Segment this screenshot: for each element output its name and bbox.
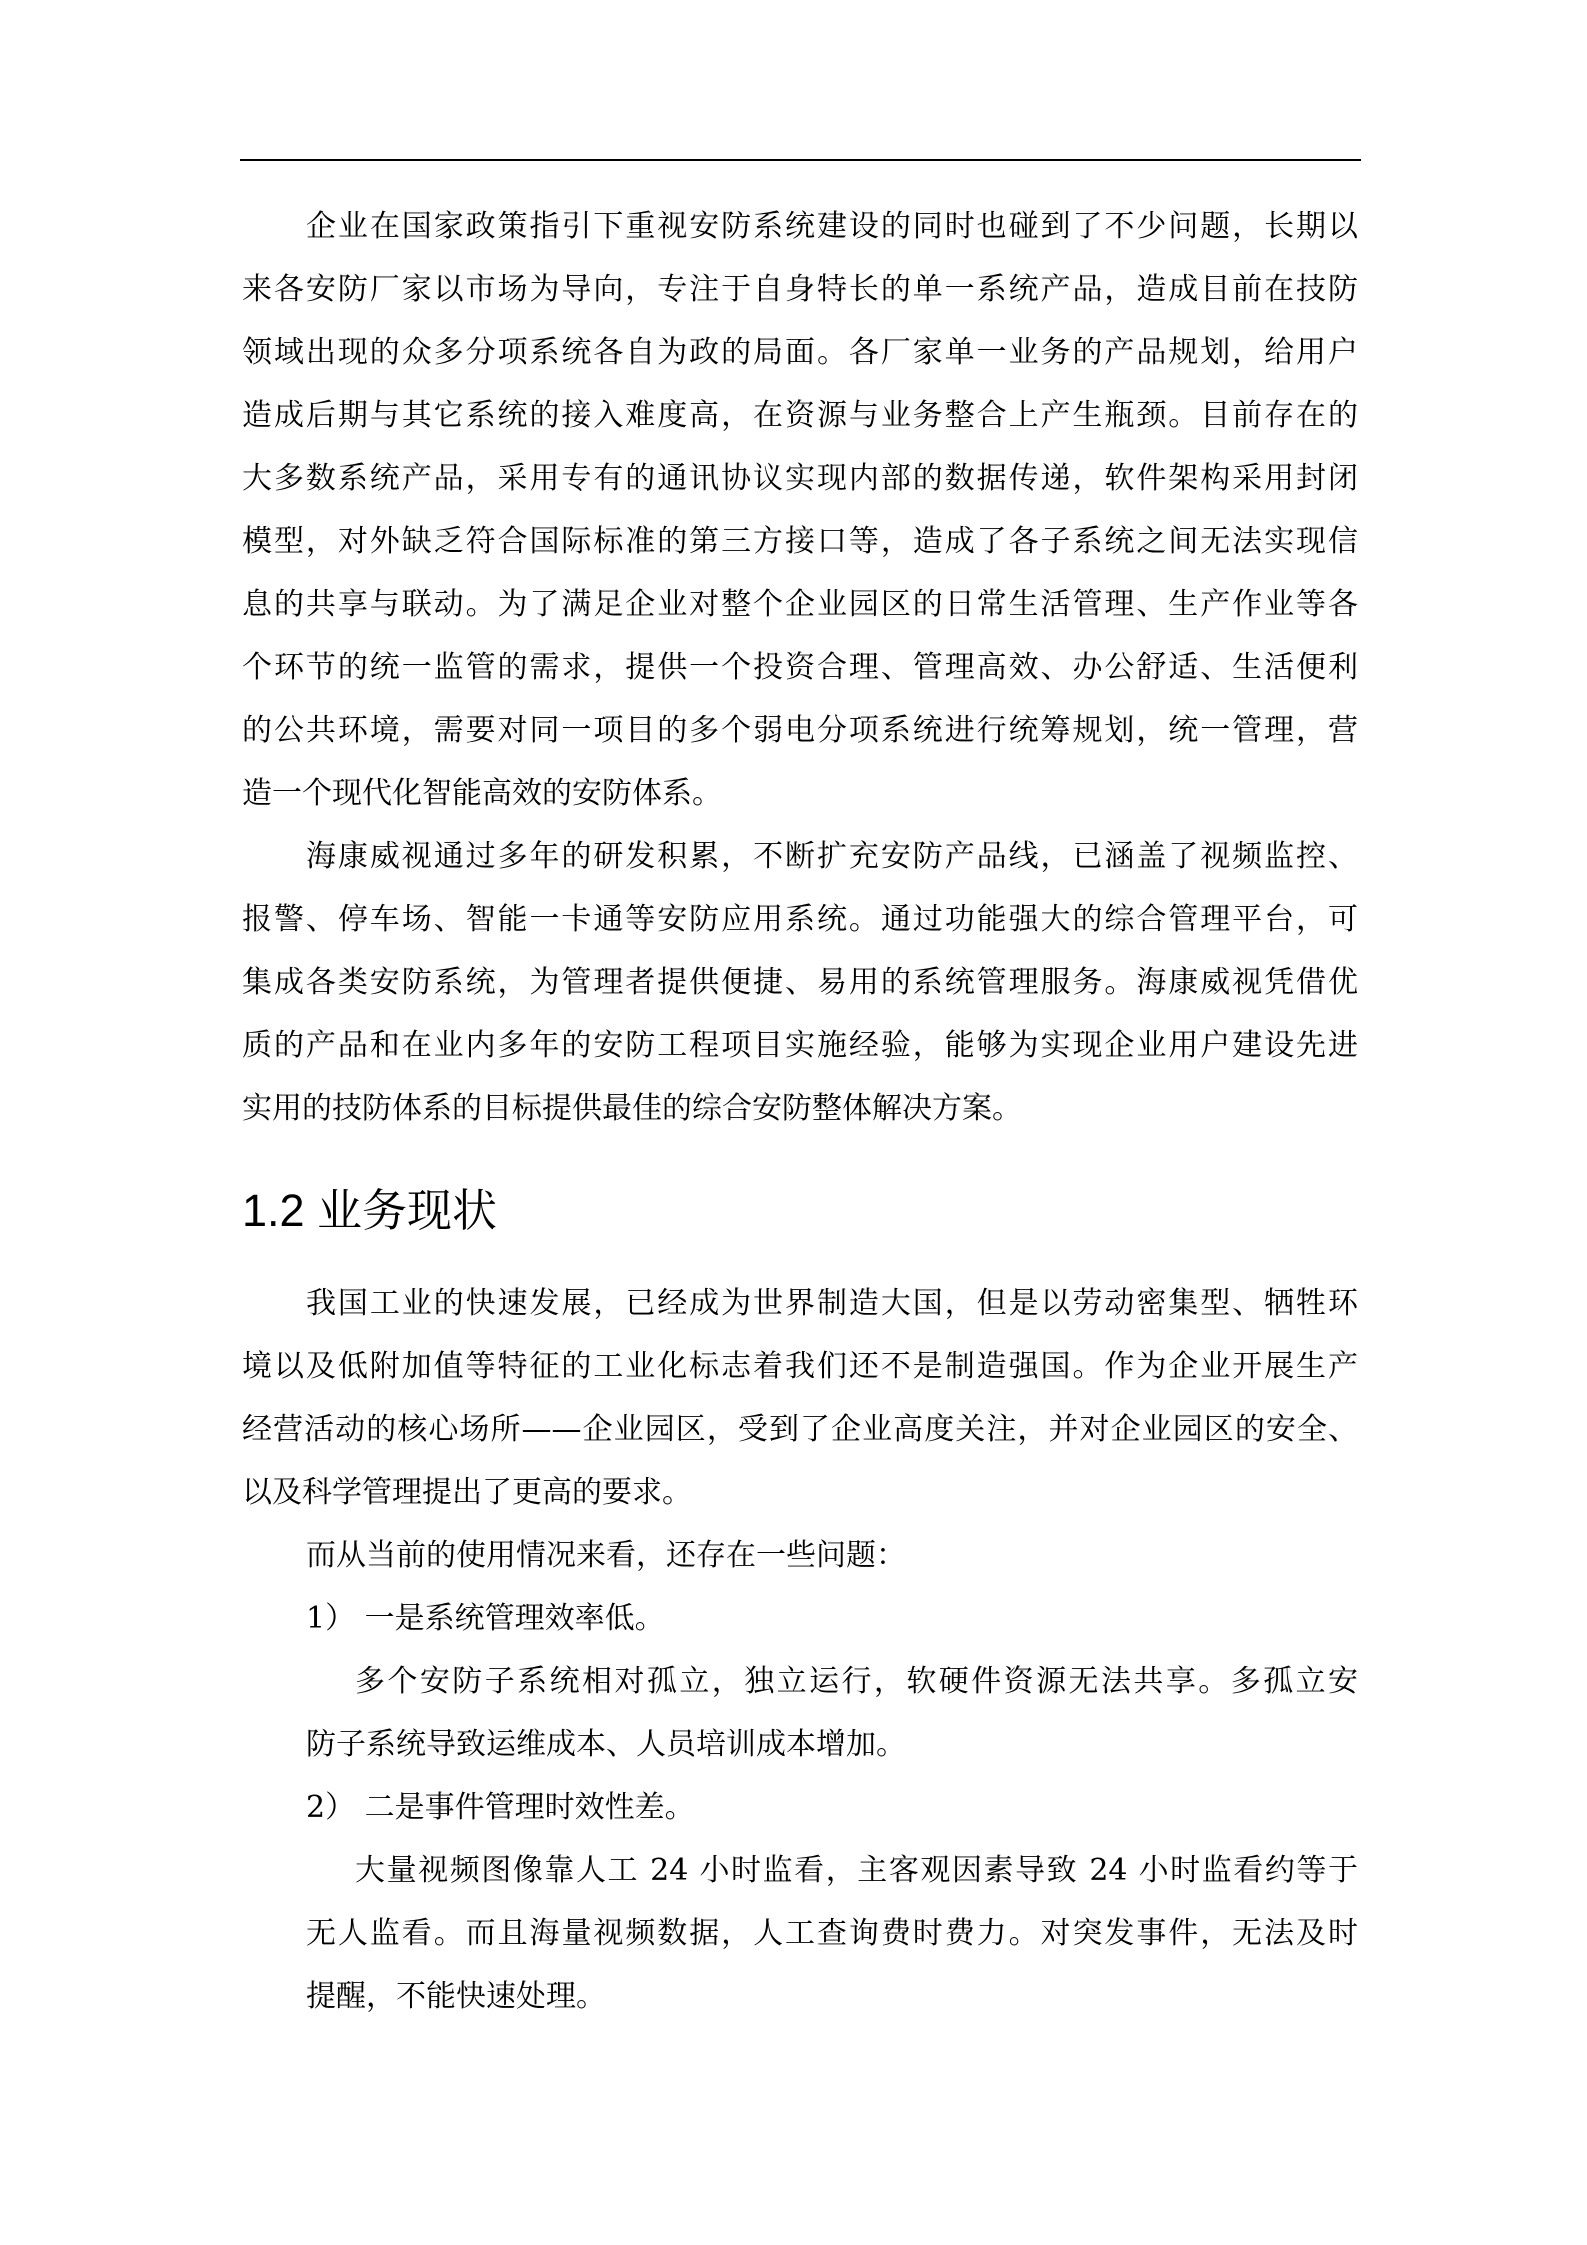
text-line: 来各安防厂家以市场为导向，专注于自身特长的单一系统产品，造成目前在技防 bbox=[242, 272, 1358, 307]
section-heading: 1.2 业务现状 bbox=[242, 1185, 498, 1236]
paragraph-hikvision bbox=[242, 825, 1358, 1140]
text-line: 报警、停车场、智能一卡通等安防应用系统。通过功能强大的综合管理平台，可 bbox=[242, 902, 1358, 937]
text-line: 境以及低附加值等特征的工业化标志着我们还不是制造强国。作为企业开展生产 bbox=[242, 1349, 1358, 1384]
text-line: 质的产品和在业内多年的安防工程项目实施经验，能够为实现企业用户建设先进 bbox=[242, 1028, 1358, 1063]
text-line: 造一个现代化智能高效的安防体系。 bbox=[242, 776, 722, 811]
text-line: 大多数系统产品，采用专有的通讯协议实现内部的数据传递，软件架构采用封闭 bbox=[242, 461, 1358, 496]
text-line: 造成后期与其它系统的接入难度高，在资源与业务整合上产生瓶颈。目前存在的 bbox=[242, 398, 1358, 433]
paragraph-industry bbox=[242, 1272, 1358, 1524]
paragraph-background bbox=[242, 195, 1358, 825]
text-line: 无人监看。而且海量视频数据，人工查询费时费力。对突发事件，无法及时 bbox=[306, 1916, 1358, 1951]
text-line: 防子系统导致运维成本、人员培训成本增加。 bbox=[306, 1727, 906, 1762]
text-line: 海康威视通过多年的研发积累，不断扩充安防产品线，已涵盖了视频监控、 bbox=[306, 839, 1358, 874]
text-line: 集成各类安防系统，为管理者提供便捷、易用的系统管理服务。海康威视凭借优 bbox=[242, 965, 1358, 1000]
text-line: 以及科学管理提出了更高的要求。 bbox=[242, 1475, 692, 1510]
text-line: 个环节的统一监管的需求，提供一个投资合理、管理高效、办公舒适、生活便利 bbox=[242, 650, 1358, 685]
document-body bbox=[242, 195, 1358, 2028]
list-item-body bbox=[242, 1650, 1358, 1776]
text-line: 的公共环境，需要对同一项目的多个弱电分项系统进行统筹规划，统一管理，营 bbox=[242, 713, 1358, 748]
text-line: 息的共享与联动。为了满足企业对整个企业园区的日常生活管理、生产作业等各 bbox=[242, 587, 1358, 622]
text-line: 多个安防子系统相对孤立，独立运行，软硬件资源无法共享。多孤立安 bbox=[355, 1664, 1358, 1699]
text-line: 企业在国家政策指引下重视安防系统建设的同时也碰到了不少问题，长期以 bbox=[306, 209, 1358, 244]
text-line: 经营活动的核心场所——企业园区，受到了企业高度关注，并对企业园区的安全、 bbox=[242, 1412, 1358, 1447]
list-item-body bbox=[242, 1839, 1358, 2028]
list-item-title: 2） 二是事件管理时效性差。 bbox=[306, 1790, 695, 1825]
header-rule bbox=[240, 159, 1361, 161]
list-item-title: 1） 一是系统管理效率低。 bbox=[306, 1601, 665, 1636]
text-line: 实用的技防体系的目标提供最佳的综合安防整体解决方案。 bbox=[242, 1091, 1022, 1126]
text-line: 提醒，不能快速处理。 bbox=[306, 1979, 606, 2014]
text-line: 领域出现的众多分项系统各自为政的局面。各厂家单一业务的产品规划，给用户 bbox=[242, 335, 1358, 370]
text-line: 模型，对外缺乏符合国际标准的第三方接口等，造成了各子系统之间无法实现信 bbox=[242, 524, 1358, 559]
problems-intro: 而从当前的使用情况来看，还存在一些问题： bbox=[306, 1538, 906, 1573]
text-line: 我国工业的快速发展，已经成为世界制造大国，但是以劳动密集型、牺牲环 bbox=[306, 1286, 1358, 1321]
text-line: 大量视频图像靠人工 24 小时监看，主客观因素导致 24 小时监看约等于 bbox=[355, 1853, 1358, 1888]
